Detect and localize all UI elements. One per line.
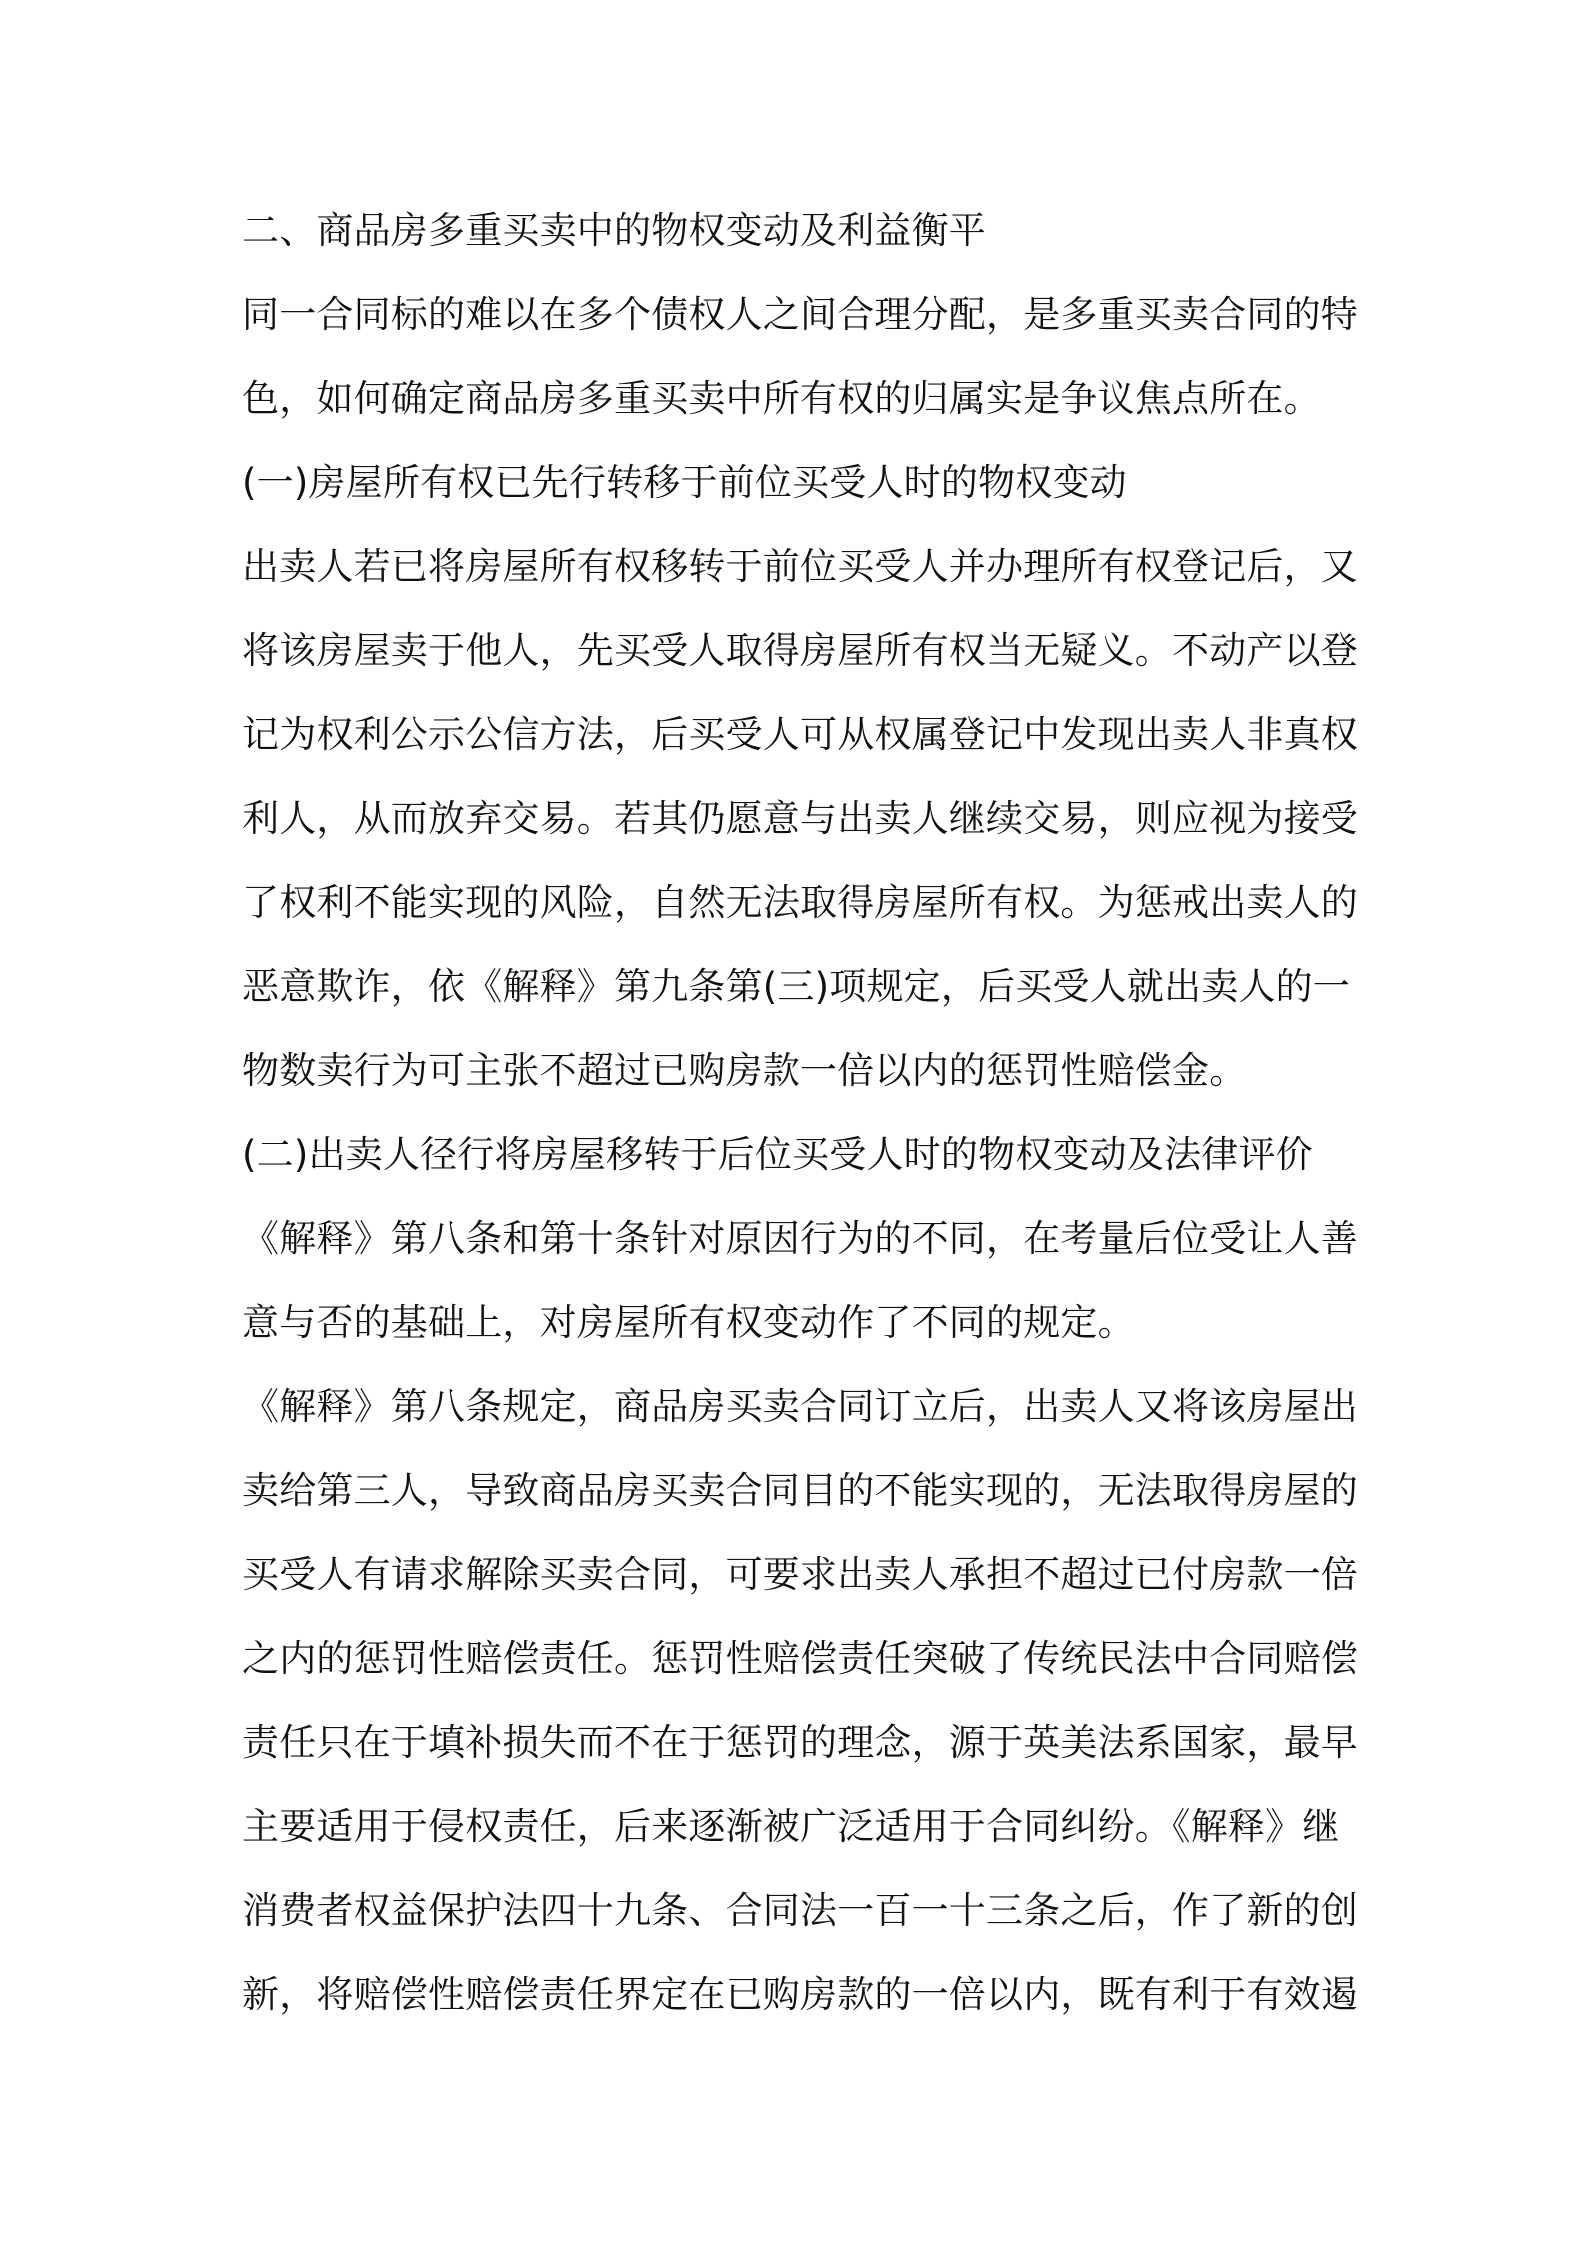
paragraph-line: 消费者权益保护法四十九条、合同法一百一十三条之后，作了新的创 [242, 1889, 1358, 1932]
paragraph-line: 了权利不能实现的风险，自然无法取得房屋所有权。为惩戒出卖人的 [242, 881, 1358, 924]
paragraph-line: 将该房屋卖于他人，先买受人取得房屋所有权当无疑义。不动产以登 [242, 629, 1358, 672]
paragraph-line: 新，将赔偿性赔偿责任界定在已购房款的一倍以内，既有利于有效遏 [242, 1973, 1358, 2016]
paragraph-line: 责任只在于填补损失而不在于惩罚的理念，源于英美法系国家，最早 [242, 1721, 1358, 1764]
paragraph-line: 记为权利公示公信方法，后买受人可从权属登记中发现出卖人非真权 [242, 713, 1358, 756]
paragraph-line: 之内的惩罚性赔偿责任。惩罚性赔偿责任突破了传统民法中合同赔偿 [242, 1637, 1358, 1680]
paragraph-line: 物数卖行为可主张不超过已购房款一倍以内的惩罚性赔偿金。 [242, 1049, 1247, 1092]
paragraph-line: 色，如何确定商品房多重买卖中所有权的归属实是争议焦点所在。 [242, 377, 1321, 420]
paragraph-line: 卖给第三人，导致商品房买卖合同目的不能实现的，无法取得房屋的 [242, 1469, 1358, 1512]
subsection-heading: (二)出卖人径行将房屋移转于后位买受人时的物权变动及法律评价 [242, 1133, 1313, 1176]
paragraph-line: 《解释》第八条规定，商品房买卖合同订立后，出卖人又将该房屋出 [242, 1385, 1358, 1428]
paragraph-line: 利人，从而放弃交易。若其仍愿意与出卖人继续交易，则应视为接受 [242, 797, 1358, 840]
paragraph-line: 《解释》第八条和第十条针对原因行为的不同，在考量后位受让人善 [242, 1217, 1358, 1260]
paragraph-line: 意与否的基础上，对房屋所有权变动作了不同的规定。 [242, 1301, 1135, 1344]
subsection-heading: (一)房屋所有权已先行转移于前位买受人时的物权变动 [242, 461, 1127, 504]
paragraph-line: 主要适用于侵权责任，后来逐渐被广泛适用于合同纠纷。《解释》继 [242, 1805, 1340, 1848]
paragraph-line: 买受人有请求解除买卖合同，可要求出卖人承担不超过已付房款一倍 [242, 1553, 1358, 1596]
paragraph-line: 出卖人若已将房屋所有权移转于前位买受人并办理所有权登记后，又 [242, 545, 1358, 588]
paragraph-line: 恶意欺诈，依《解释》第九条第(三)项规定，后买受人就出卖人的一 [242, 965, 1351, 1008]
paragraph-line: 同一合同标的难以在多个债权人之间合理分配，是多重买卖合同的特 [242, 293, 1358, 336]
section-heading: 二、商品房多重买卖中的物权变动及利益衡平 [242, 209, 986, 252]
